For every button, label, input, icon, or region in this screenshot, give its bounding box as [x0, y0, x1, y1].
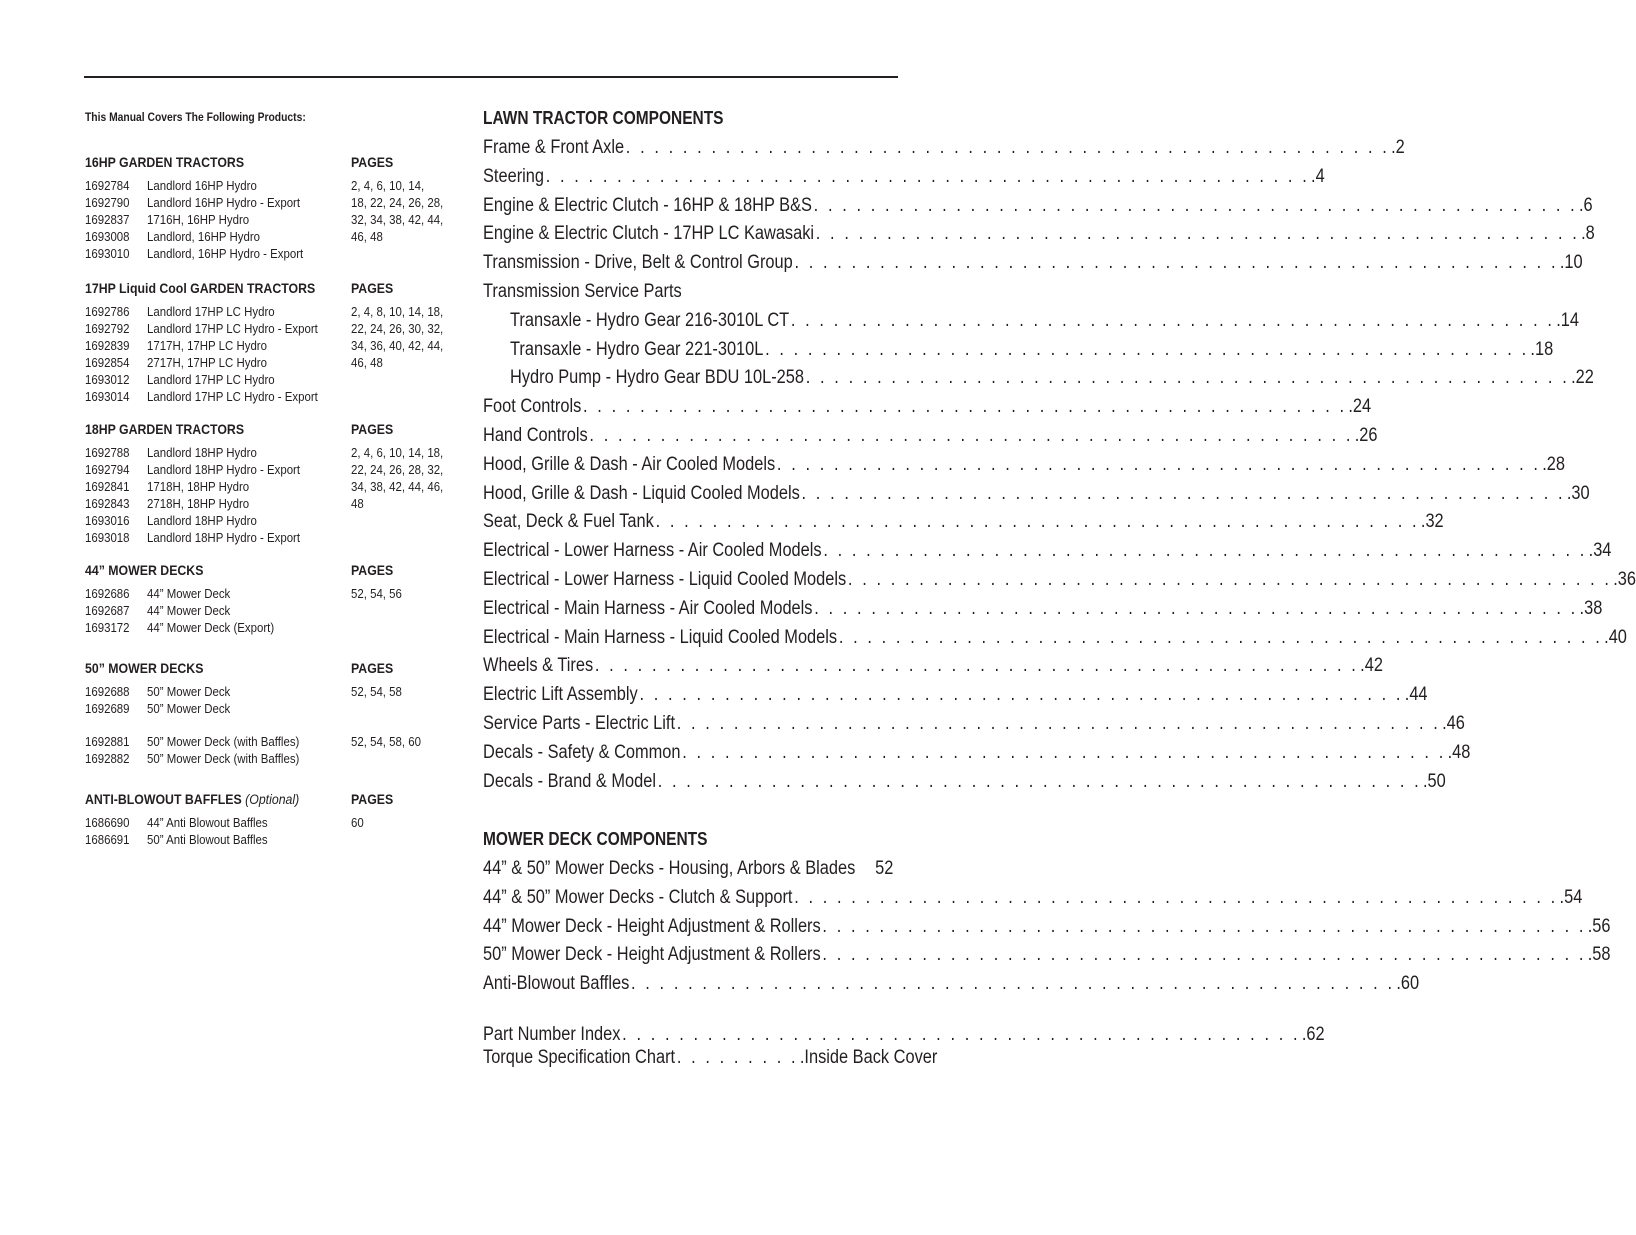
pages-label: PAGES: [351, 280, 394, 296]
group-body: [85, 814, 465, 848]
product-description: Landlord, 16HP Hydro: [147, 229, 260, 244]
toc-entry-page: .54: [1559, 886, 1583, 908]
product-description: 44” Mower Deck: [147, 603, 231, 618]
product-description: Landlord 17HP LC Hydro - Export: [147, 389, 318, 404]
toc-entry-page: .36: [1613, 569, 1636, 590]
part-number: 1692794: [85, 462, 130, 477]
page-line: 2, 4, 8, 10, 14, 18,: [351, 304, 444, 319]
toc-entry-page: .62: [1301, 1024, 1325, 1045]
part-number: 1693010: [85, 246, 130, 261]
toc-entry: [483, 163, 1325, 191]
page-line: 48: [351, 496, 364, 511]
group-body: [85, 177, 465, 262]
toc-entry-page: .28: [1542, 453, 1566, 475]
part-number: 1692686: [85, 586, 130, 601]
toc-entry-page: .2: [1391, 137, 1405, 158]
part-number: 1692790: [85, 195, 130, 210]
product-description: Landlord 16HP Hydro - Export: [147, 195, 301, 210]
toc-entry: [483, 768, 1446, 796]
toc-entry-title: Electric Lift Assembly: [483, 684, 638, 706]
group-title-text: ANTI-BLOWOUT BAFFLES: [85, 791, 242, 807]
toc-entry-page: .10: [1559, 252, 1583, 274]
toc-leader-dots: . . . . . . . . . . . . . . . . . . . . . . . . . . . . . . . . . . . . . . . . . . . . . . . . . . . . . .: [805, 367, 1570, 389]
product-description: 1717H, 17HP LC Hydro: [147, 338, 267, 353]
product-description: 2718H, 18HP Hydro: [147, 496, 250, 511]
toc-entry-title: Transaxle - Hydro Gear 216-3010L CT: [510, 309, 790, 331]
toc-leader-dots: . . . . . . . . . . . . . . . . . . . . . . . . . . . . . . . . . . . . . . . . . . . . . . . . . . . . . .: [790, 309, 1555, 331]
part-number: 1692841: [85, 479, 130, 494]
page-line: 46, 48: [351, 229, 383, 244]
toc-entry-page: .4: [1311, 165, 1325, 187]
lawn-section-title: LAWN TRACTOR COMPONENTS: [483, 108, 724, 128]
product-group: [85, 421, 465, 546]
toc-entry-page: 52: [875, 858, 894, 879]
toc-entry-title: Frame & Front Axle: [483, 137, 625, 158]
toc-entry: [483, 624, 1627, 652]
toc-entry-title: Electrical - Main Harness - Air Cooled Models: [483, 597, 813, 619]
page-line: 60: [351, 815, 364, 830]
group-header: [85, 421, 465, 441]
part-number: 1692784: [85, 178, 130, 193]
group-header: [85, 562, 465, 582]
part-number: 1692788: [85, 445, 130, 460]
part-number: 1692843: [85, 496, 130, 511]
toc-entry: [483, 855, 893, 883]
product-row: [85, 750, 465, 767]
toc-entry: [483, 278, 893, 306]
toc-entry: [483, 134, 1405, 162]
toc-entry: [483, 508, 1444, 536]
product-description: Landlord 17HP LC Hydro: [147, 372, 275, 387]
product-row: [85, 619, 465, 636]
toc-entry: [483, 884, 1583, 912]
page-list: [351, 683, 457, 700]
toc-entry-page: .48: [1447, 741, 1471, 763]
toc-leader-dots: . . . . . . . . . . . . . . . . . . . . . . . . . . . . . . . . . . . . . . . . . . . . . . . . . . . . . .: [594, 655, 1359, 677]
toc-entry-title: 44” & 50” Mower Decks - Clutch & Support: [483, 886, 793, 908]
product-group: [85, 660, 465, 767]
product-description: Landlord 17HP LC Hydro: [147, 304, 275, 319]
toc-leader-dots: . . . . . . . . . . . . . . . . . . . . . . . . . . . . . . . . . . . . . . . . . . . . . . . . . . . . . .: [776, 453, 1541, 475]
toc-entry-page: .34: [1588, 540, 1612, 562]
product-row: [85, 602, 465, 619]
product-row: [85, 700, 465, 717]
toc-entry: [483, 566, 1636, 594]
pages-label: PAGES: [351, 154, 394, 170]
toc-entry-page: .6: [1578, 194, 1593, 216]
page-list: [351, 585, 457, 602]
toc-entry-title: 50” Mower Deck - Height Adjustment & Rollers: [483, 944, 821, 966]
toc-leader-dots: . . . . . . . . . . . . . . . . . . . . . . . . . . . . . . . . . . . . . . . . . . . . . . . . . . . . . .: [822, 915, 1587, 937]
page-line: 2, 4, 6, 10, 14, 18,: [351, 445, 444, 460]
page-list: [351, 444, 457, 512]
toc-entry-title: Decals - Brand & Model: [483, 770, 656, 792]
page-line: 52, 54, 58: [351, 684, 402, 699]
toc-leader-dots: . . . . . . . . . . . . . . . . . . . . . . . . . . . . . . . . . . . . . . . . . . . . . . . . . . . . . .: [655, 511, 1420, 533]
product-description: Landlord 17HP LC Hydro - Export: [147, 321, 318, 336]
part-number: 1693016: [85, 513, 130, 528]
part-number: 1693172: [85, 620, 130, 635]
toc-leader-dots: . . . . . . . . . . . . . . . . . . . . . . . . . . . . . . . . . . . . . . . . . . . . . . . . . . . . . .: [822, 944, 1587, 966]
toc-entry-page: .18: [1530, 338, 1554, 360]
toc-entry-page: .32: [1420, 511, 1444, 533]
toc-leader-dots: . . . . . . . . . . . . . . . . . . . . . . . . . . . . . . . . . . . . . . . . . . . . . . . . . . . . . .: [794, 252, 1559, 274]
group-header: [85, 280, 465, 300]
toc-entry: [483, 652, 1383, 680]
toc-leader-dots: . . . . . . . . . . . . . . . . . . . . . . . . . . . . . . . . . . . . . . . . . . . . . . . . . . . . . .: [823, 540, 1587, 562]
product-description: 50” Mower Deck: [147, 684, 231, 699]
toc-entry-page: .58: [1587, 944, 1611, 966]
page-line: 34, 36, 40, 42, 44,: [351, 338, 444, 353]
part-number: 1686690: [85, 815, 130, 830]
product-description: Landlord 16HP Hydro: [147, 178, 257, 193]
part-number: 1686691: [85, 832, 130, 847]
toc-entry: [483, 913, 1611, 941]
toc-entry-title: Transmission Service Parts: [483, 281, 682, 302]
toc-entry-title: Part Number Index: [483, 1024, 621, 1045]
product-description: Landlord 18HP Hydro: [147, 445, 257, 460]
product-group: [85, 280, 465, 405]
group-title: [85, 280, 315, 296]
product-group: [85, 562, 465, 636]
toc-entry: [510, 307, 1579, 335]
toc-entry: [483, 220, 1595, 248]
toc-leader-dots: . . . . . . . . .: [676, 1047, 799, 1068]
toc-entry: [483, 249, 1583, 277]
toc-leader-dots: . . . . . . . . . . . . . . . . . . . . . . . . . . . . . . . . . . . . . . . . . . . . . . . . . . . . . .: [676, 713, 1441, 734]
product-row: [85, 371, 465, 388]
toc-entry-title: Foot Controls: [483, 396, 582, 418]
toc-entry: [483, 393, 1372, 421]
toc-leader-dots: . . . . . . . . . . . . . . . . . . . . . . . . . . . . . . . . . . . . . . . . . . . . . . . . . . . . . .: [765, 338, 1529, 360]
group-title-text: 50” MOWER DECKS: [85, 660, 204, 676]
pages-label: PAGES: [351, 660, 394, 676]
page-list: [351, 177, 457, 245]
toc-entry-title: Electrical - Lower Harness - Liquid Cooled Models: [483, 569, 847, 590]
toc-entry-title: Service Parts - Electric Lift: [483, 713, 676, 734]
product-row: [85, 245, 465, 262]
toc-entry-page: .46: [1442, 713, 1465, 734]
toc-entry: [510, 336, 1554, 364]
toc-leader-dots: . . . . . . . . . . . . . . . . . . . . . . . . . . . . . . . . . . . . . . . . . . . . . . . . . . . . . .: [545, 165, 1310, 187]
group-title-text: 16HP GARDEN TRACTORS: [85, 154, 245, 170]
toc-entry: [483, 422, 1378, 450]
pages-label: PAGES: [351, 562, 394, 578]
part-number: 1693008: [85, 229, 130, 244]
toc-entry: [483, 595, 1603, 623]
toc-entry-title: Hood, Grille & Dash - Liquid Cooled Models: [483, 482, 800, 504]
page-line: 32, 34, 38, 42, 44,: [351, 212, 444, 227]
toc-entry: [483, 710, 1465, 738]
group-body: [85, 303, 465, 405]
intro-text: This Manual Covers The Following Products:: [85, 110, 306, 124]
page-line: 2, 4, 6, 10, 14,: [351, 178, 425, 193]
toc-entry-title: Decals - Safety & Common: [483, 741, 681, 763]
toc-entry: [483, 451, 1566, 479]
toc-entry-page: .60: [1396, 973, 1420, 995]
toc-leader-dots: . . . . . . . . . . . . . . . . . . . . . . . . . . . . . . . . . . . . . . . . . . . . . . . . . . . . . .: [813, 194, 1578, 216]
toc-entry-title: Steering: [483, 165, 545, 187]
pages-label: PAGES: [351, 421, 394, 437]
toc-leader-dots: . . . . . . . . . . . . . . . . . . . . . . . . . . . . . . . . . . . . . . . . . . . . . . . . . . . . . .: [682, 741, 1446, 763]
group-body: [85, 585, 465, 636]
toc-entry-title: Anti-Blowout Baffles: [483, 973, 630, 995]
product-description: Landlord 18HP Hydro: [147, 513, 257, 528]
toc-leader-dots: . . . . . . . . . . . . . . . . . . . . . . . . . . . . . . . . . . . . . . . . . . . . . . . . . . . . . .: [630, 973, 1395, 995]
toc-entry-title: Transaxle - Hydro Gear 221-3010L: [510, 338, 764, 360]
toc-entry: [483, 537, 1612, 565]
group-title: [85, 562, 203, 578]
part-number: 1692839: [85, 338, 130, 353]
toc-entry-title: 44” & 50” Mower Decks - Housing, Arbors & Blades: [483, 858, 856, 879]
product-description: 50” Mower Deck: [147, 701, 231, 716]
toc-leader-dots: . . . . . . . . . . . . . . . . . . . . . . . . . . . . . . . . . . . . . . . . . . . . . . . . . . . . . .: [794, 886, 1558, 908]
toc-entry-title: Engine & Electric Clutch - 17HP LC Kawasaki: [483, 223, 815, 245]
group-header: [85, 660, 465, 680]
toc-leader-dots: . . . . . . . . . . . . . . . . . . . . . . . . . . . . . . . . . . . . . . . . . . . . . . . . . . . . . .: [847, 569, 1612, 590]
product-row: [85, 831, 465, 848]
toc-entry-page: .8: [1581, 223, 1595, 245]
part-number: 1692854: [85, 355, 130, 370]
toc-entry-title: Engine & Electric Clutch - 16HP & 18HP B&S: [483, 194, 812, 216]
toc-leader-dots: . . . . . . . . . . . . . . . . . . . . . . . . . . . . . . . . . . . . . . . . . . . . . . . . . . . . . .: [815, 223, 1580, 245]
group-body: [85, 683, 465, 767]
part-number: 1692689: [85, 701, 130, 716]
group-title: [85, 421, 244, 437]
group-title-text: 17HP Liquid Cool GARDEN TRACTORS: [85, 280, 316, 296]
toc-entry-page: .40: [1604, 626, 1627, 648]
product-row: [85, 529, 465, 546]
page-line: 18, 22, 24, 26, 28,: [351, 195, 444, 210]
part-number: 1692687: [85, 603, 130, 618]
product-description: 2717H, 17HP LC Hydro: [147, 355, 267, 370]
group-title-text: 44” MOWER DECKS: [85, 562, 204, 578]
group-body: [85, 444, 465, 546]
toc-entry-title: Electrical - Lower Harness - Air Cooled Models: [483, 540, 822, 562]
mower-section-title: MOWER DECK COMPONENTS: [483, 829, 708, 849]
product-row: [85, 388, 465, 405]
toc-entry-page: .42: [1360, 655, 1383, 677]
toc-entry: [483, 970, 1420, 998]
group-title: [85, 154, 244, 170]
group-title-text: 18HP GARDEN TRACTORS: [85, 421, 245, 437]
group-header: [85, 154, 465, 174]
page-line: 52, 54, 56: [351, 586, 402, 601]
product-description: 44” Anti Blowout Baffles: [147, 815, 268, 830]
toc-entry-title: Hood, Grille & Dash - Air Cooled Models: [483, 453, 776, 475]
part-number: 1692881: [85, 734, 130, 749]
product-description: 44” Mower Deck (Export): [147, 620, 275, 635]
group-optional-note: (Optional): [245, 791, 300, 807]
toc-entry-page: .30: [1566, 482, 1590, 504]
part-number: 1692882: [85, 751, 130, 766]
page-list: [351, 733, 457, 750]
toc-entry-page: .50: [1423, 770, 1446, 792]
page-line: 22, 24, 26, 30, 32,: [351, 321, 444, 336]
toc-leader-dots: . . . . . . . . . . . . . . . . . . . . . . . . . . . . . . . . . . . . . . . . . . . . . . . . . . . . . .: [639, 684, 1404, 706]
toc-entry-title: Transmission - Drive, Belt & Control Group: [483, 252, 793, 274]
toc-leader-dots: . . . . . . . . . . . . . . . . . . . . . . . . . . . . . . . . . . . . . . . . . . . . . . . . . . . . . .: [801, 482, 1566, 504]
part-number: 1693012: [85, 372, 130, 387]
toc-leader-dots: . . . . . . . . . . . . . . . . . . . . . . . . . . . . . . . . . . . . . . . . . . . . . . . . . . . . . .: [589, 425, 1354, 446]
toc-entry: [483, 192, 1593, 220]
toc-entry-page: .Inside Back Cover: [799, 1047, 938, 1068]
product-description: 50” Anti Blowout Baffles: [147, 832, 268, 847]
group-title: [85, 791, 299, 807]
part-number: 1692837: [85, 212, 130, 227]
page-list: [351, 814, 457, 831]
toc-entry-page: .14: [1556, 309, 1579, 331]
group-title: [85, 660, 203, 676]
toc-entry-page: .26: [1354, 425, 1378, 446]
toc-entry: [483, 739, 1471, 767]
pages-label: PAGES: [351, 791, 394, 807]
toc-entry: [483, 681, 1428, 709]
part-number: 1692786: [85, 304, 130, 319]
product-description: Landlord 18HP Hydro - Export: [147, 462, 301, 477]
toc-entry-title: Electrical - Main Harness - Liquid Cooled Models: [483, 626, 838, 648]
product-description: 1716H, 16HP Hydro: [147, 212, 250, 227]
toc-entry-title: 44” Mower Deck - Height Adjustment & Rollers: [483, 915, 821, 937]
page-list: [351, 303, 457, 371]
page-line: 46, 48: [351, 355, 383, 370]
toc-entry-page: .38: [1579, 597, 1603, 619]
toc-entry-title: Hydro Pump - Hydro Gear BDU 10L-258: [510, 367, 805, 389]
top-rule: [84, 76, 898, 78]
group-header: [85, 791, 465, 811]
toc-leader-dots: . . . . . . . . . . . . . . . . . . . . . . . . . . . . . . . . . . . . . . . . . . . . . . . . . . . . . .: [625, 137, 1390, 158]
product-group: [85, 154, 465, 262]
product-row: [85, 512, 465, 529]
product-description: Landlord, 16HP Hydro - Export: [147, 246, 304, 261]
toc-entry-title: Wheels & Tires: [483, 655, 594, 677]
page-line: 52, 54, 58, 60: [351, 734, 421, 749]
toc-entry-page: .22: [1571, 367, 1594, 389]
toc-leader-dots: . . . . . . . . . . . . . . . . . . . . . . . . . . . . . . . . . . . . . . . . . . . . . . . .: [622, 1024, 1301, 1045]
page-line: 34, 38, 42, 44, 46,: [351, 479, 444, 494]
product-description: Landlord 18HP Hydro - Export: [147, 530, 301, 545]
toc-entry-page: .44: [1404, 684, 1428, 706]
toc-entry: [483, 941, 1611, 969]
product-description: 50” Mower Deck (with Baffles): [147, 751, 300, 766]
product-description: 44” Mower Deck: [147, 586, 231, 601]
part-number: 1693014: [85, 389, 130, 404]
toc-leader-dots: . . . . . . . . . . . . . . . . . . . . . . . . . . . . . . . . . . . . . . . . . . . . . . . . . . . . . .: [838, 626, 1603, 648]
product-group: [85, 791, 465, 848]
part-number: 1692792: [85, 321, 130, 336]
product-description: 1718H, 18HP Hydro: [147, 479, 250, 494]
toc-entry-title: Seat, Deck & Fuel Tank: [483, 511, 654, 533]
toc-entry: [510, 364, 1594, 392]
toc-leader-dots: . . . . . . . . . . . . . . . . . . . . . . . . . . . . . . . . . . . . . . . . . . . . . . . . . . . . . .: [814, 597, 1578, 619]
product-description: 50” Mower Deck (with Baffles): [147, 734, 300, 749]
toc-entry: [483, 480, 1590, 508]
toc-entry-title: Hand Controls: [483, 425, 588, 446]
toc-entry-page: .24: [1348, 396, 1372, 418]
toc-entry: [483, 1044, 938, 1072]
toc-leader-dots: . . . . . . . . . . . . . . . . . . . . . . . . . . . . . . . . . . . . . . . . . . . . . . . . . . . . . .: [657, 770, 1422, 792]
part-number: 1693018: [85, 530, 130, 545]
part-number: 1692688: [85, 684, 130, 699]
toc-leader-dots: . . . . . . . . . . . . . . . . . . . . . . . . . . . . . . . . . . . . . . . . . . . . . . . . . . . . . .: [583, 396, 1347, 418]
toc-entry-title: Torque Specification Chart: [483, 1047, 676, 1068]
toc-entry-page: .56: [1587, 915, 1611, 937]
page-line: 22, 24, 26, 28, 32,: [351, 462, 444, 477]
